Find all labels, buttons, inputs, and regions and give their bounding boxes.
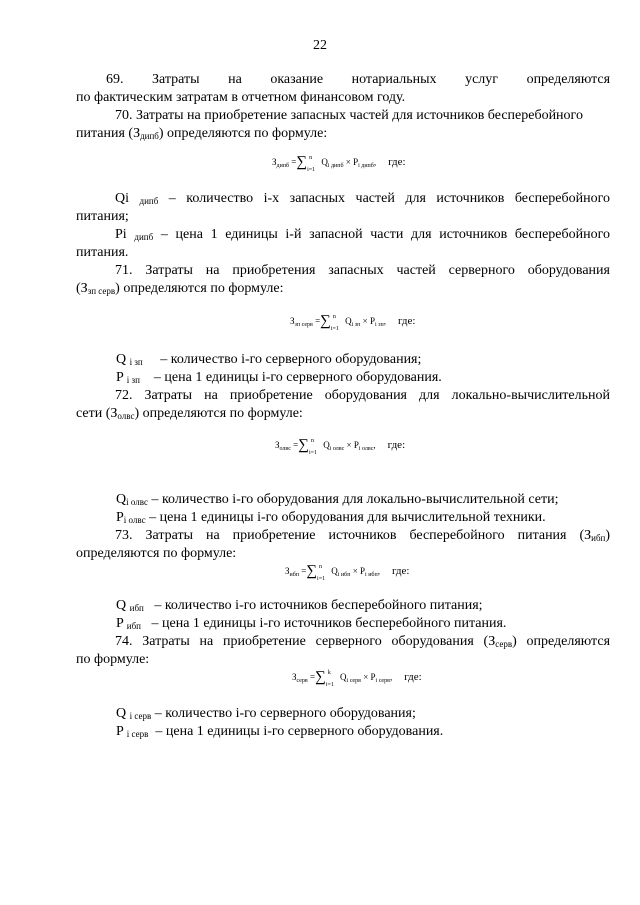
formula-subscript: i зп [351,322,361,328]
subscript: дипб [140,131,159,141]
symbol: Pi [115,227,127,242]
word: на [205,528,220,543]
word: 73. [115,528,133,543]
word: услуг [465,72,499,87]
formula-symbol: З [290,316,295,326]
sum-lower: i=1 [330,325,339,332]
paragraph-73-line-1 [76,527,610,547]
sum-upper: k [327,669,331,676]
sum-lower: i=1 [308,449,317,456]
sum-upper: n [332,313,336,320]
definition-q70-line-1 [76,190,610,210]
subscript: i серв [126,729,149,739]
text: питания (З [76,126,141,141]
formula-72 [275,438,405,455]
paragraph-70-line-2 [76,125,610,145]
sum-lower: i=1 [307,166,316,173]
sum-lower: i=1 [317,575,326,582]
word: нотариальных [351,72,437,87]
text: (З [76,281,88,296]
text: – количество i-го источников бесперебойного питания; [154,598,483,613]
formula-subscript: i олвс [329,446,345,452]
text: – цена 1 единицы i-го источников бесперебойного питания. [151,616,507,631]
definition-p74 [116,723,610,743]
formula-subscript: серв [296,678,308,684]
formula-symbol: = [301,566,307,576]
text: – цена 1 единицы i-й запасной части для источников бесперебойного [160,227,611,242]
formula-symbol: З [275,440,280,450]
formula-subscript: i ибп [337,572,351,578]
formula-where: где: [391,565,410,577]
paragraph-72-line-1: 72. Затраты на приобретение оборудования для локально-вычислительной [115,388,610,403]
sum-symbol: ∑ [306,563,318,579]
text: – количество i-го оборудования для локально-вычислительной сети; [151,492,559,507]
subscript: i олвс [126,497,148,507]
formula-symbol: З [292,672,297,682]
formula-symbol: , [389,672,393,682]
formula-symbol: = [293,440,299,450]
text: ) определяются [512,634,611,649]
formula-symbol: P [360,566,366,576]
word: бесперебойного [409,528,505,543]
text: ) определяются по формуле: [158,126,328,141]
formula-symbol: З [285,566,290,576]
symbol: P [116,724,124,739]
word: приобретение [232,528,316,543]
text: – количество i-го серверного оборудования; [160,352,422,367]
formula-symbol: = [310,672,316,682]
definition-p72 [116,509,610,529]
paragraph-69-line-1 [76,71,610,89]
subscript: i серв [129,711,152,721]
sum-symbol: ∑ [320,313,331,329]
text: (З [579,528,592,543]
word: Затраты [145,528,193,543]
sum-limits [307,154,319,173]
word: Затраты [152,72,200,87]
definition-q72 [116,491,610,511]
sum-limits [330,313,343,332]
formula-symbol: × [345,157,351,167]
sum-symbol: ∑ [298,437,309,453]
formula-symbol: = [291,157,297,167]
paragraph-70-line-1: 70. Затраты на приобретение запасных частей для источников бесперебойного [115,108,583,123]
formula-subscript: i ибп [365,572,378,578]
word [579,528,610,543]
text: сети (З [76,406,118,421]
sum-upper: n [319,563,323,570]
formula-subscript: дипб [276,163,290,169]
page-number: 22 [313,38,327,53]
formula-symbol: P [353,157,359,167]
word: оказание [270,72,324,87]
text: – количество i-х запасных частей для источников бесперебойного [168,191,611,206]
formula-symbol: Q [321,157,328,167]
symbol: P [116,510,124,525]
text: – цена 1 единицы i-го серверного оборудования. [155,724,444,739]
sum-limits [325,669,338,688]
formula-symbol: З [272,157,277,167]
formula-where: где: [397,315,416,327]
paragraph-73-line-2: определяются по формуле: [76,546,237,561]
text: ) определяются по формуле: [115,281,284,296]
formula-where: где: [387,439,406,451]
text: – количество i-го серверного оборудования; [154,706,416,721]
formula-symbol: , [373,157,377,167]
definition-q74 [116,705,610,725]
formula-symbol: × [363,672,369,682]
formula-symbol: Q [340,672,347,682]
subscript: ибп [126,621,141,631]
text: – цена 1 единицы i-го серверного оборудования. [153,370,442,385]
definition-p73 [116,615,610,635]
word: питания [517,528,567,543]
symbol: P [116,370,124,385]
formula-subscript: ибп [289,572,299,578]
formula-symbol: × [362,316,368,326]
word: 69. [106,72,124,87]
subscript: дипб [139,196,159,206]
formula-73 [285,564,409,581]
subscript: зп серв [87,286,116,296]
text: ) [605,528,611,543]
formula-symbol: , [377,566,380,576]
symbol: Q [116,598,127,613]
sum-upper: n [309,154,313,161]
word: определяются [526,72,611,87]
formula-symbol: Q [331,566,338,576]
paragraph-71-line-2 [76,280,610,300]
sum-limits [317,563,329,582]
formula-symbol: × [346,440,352,450]
formula-symbol: = [315,316,321,326]
sum-upper: n [310,437,314,444]
sum-lower: i=1 [325,681,334,688]
subscript: i зп [126,375,140,385]
formula-symbol: P [369,316,375,326]
definition-q70-line-2: питания; [76,209,129,224]
formula-subscript: i олвс [358,446,374,452]
subscript: ибп [591,533,606,543]
text: ) определяются по формуле: [134,406,303,421]
subscript: дипб [134,232,154,242]
symbol: Q [116,706,127,721]
formula-70 [272,155,406,172]
formula-where: где: [404,671,422,683]
formula-symbol: P [353,440,359,450]
symbol: Q [116,492,127,507]
formula-subscript: i дипб [327,163,344,169]
formula-74 [292,670,422,687]
definition-q71 [116,351,610,371]
symbol: P [116,616,124,631]
formula-symbol: , [383,316,386,326]
sum-symbol: ∑ [296,154,308,170]
word: на [228,72,242,87]
subscript: олвс [117,411,135,421]
formula-symbol: , [373,440,376,450]
definition-p70-line-2: питания. [76,245,129,260]
formula-subscript: зп серв [294,322,313,328]
formula-subscript: i зп [374,322,384,328]
paragraph-74-line-2: по формуле: [76,652,150,667]
formula-symbol: P [370,672,376,682]
formula-subscript: i серв [375,678,390,684]
formula-subscript: i дипб [358,163,374,169]
definition-p70-line-1 [76,226,610,246]
text: 74. Затраты на приобретение серверного оборудования (З [115,634,496,649]
text: – цена 1 единицы i-го оборудования для вычислительной техники. [149,510,546,525]
formula-symbol: Q [323,440,330,450]
paragraph-71-line-1: 71. Затраты на приобретения запасных частей серверного оборудования [115,263,610,278]
formula-71 [290,314,415,331]
word: источников [328,528,397,543]
paragraph-69-line-2: по фактическим затратам в отчетном финансовом году. [76,90,406,105]
formula-symbol: Q [345,316,352,326]
formula-where: где: [388,156,406,168]
symbol: Q [116,352,127,367]
subscript: ибп [129,603,144,613]
formula-subscript: олвс [279,446,291,452]
formula-symbol: × [352,566,358,576]
symbol: Qi [115,191,129,206]
sum-symbol: ∑ [315,669,326,685]
subscript: i зп [129,357,143,367]
definition-q73 [116,597,610,617]
paragraph-72-line-2 [76,405,610,425]
formula-subscript: i серв [346,678,361,684]
sum-limits [308,437,321,456]
paragraph-74-line-1 [76,633,610,653]
subscript: i олвс [123,515,146,525]
subscript: серв [495,639,513,649]
definition-p71 [116,369,610,389]
